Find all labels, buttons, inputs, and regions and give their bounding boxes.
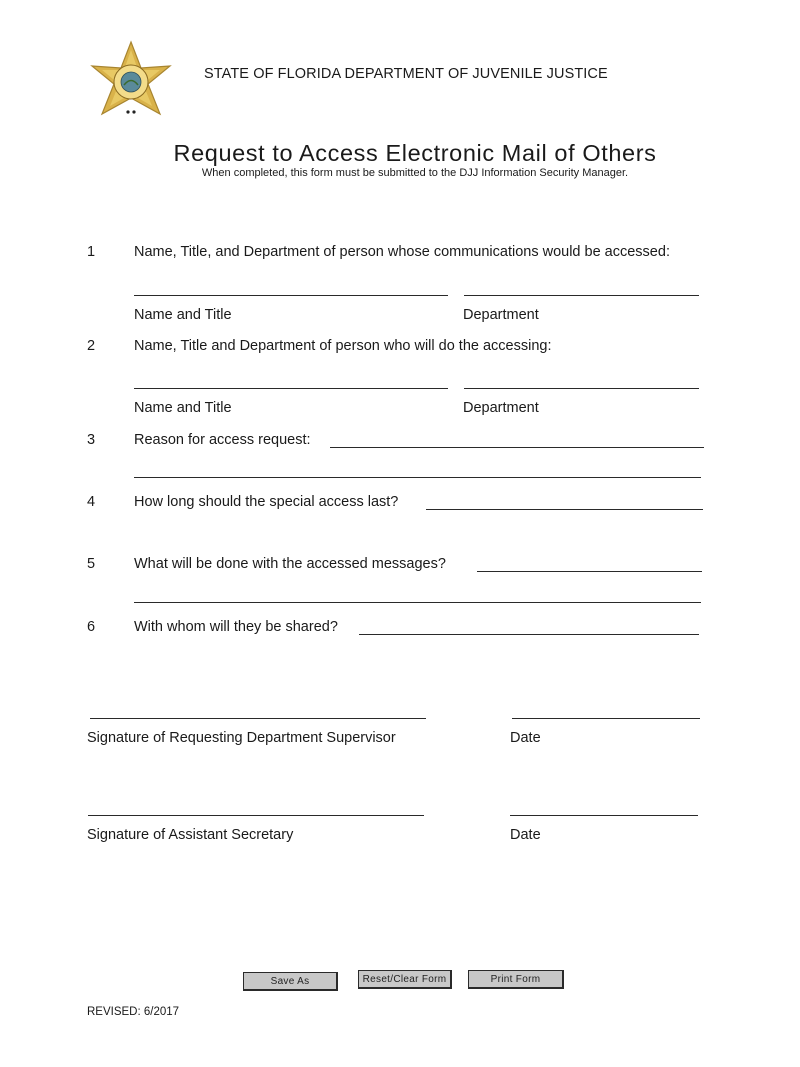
- save-as-button[interactable]: Save As: [243, 972, 338, 991]
- signature-label: Signature of Requesting Department Supervisor: [87, 730, 396, 746]
- underline: [134, 602, 701, 603]
- subject-department-input[interactable]: [464, 276, 699, 294]
- underline: [134, 477, 701, 478]
- message-usage-continued-input[interactable]: [134, 585, 701, 602]
- field-label: Name and Title: [134, 307, 232, 323]
- field-label: Name and Title: [134, 400, 232, 416]
- underline: [477, 571, 702, 572]
- question-number: 5: [87, 556, 96, 572]
- form-subtitle: When completed, this form must be submitted to the DJJ Information Security Manager.: [201, 167, 629, 179]
- underline: [134, 295, 448, 296]
- subject-name-title-input[interactable]: [134, 276, 448, 294]
- underline: [134, 388, 448, 389]
- revision-date: REVISED: 6/2017: [87, 1006, 180, 1018]
- underline: [330, 447, 704, 448]
- underline: [359, 634, 699, 635]
- agency-name: STATE OF FLORIDA DEPARTMENT OF JUVENILE JUSTICE: [204, 66, 608, 82]
- access-duration-input[interactable]: [426, 492, 703, 509]
- department-seal: [86, 40, 176, 128]
- question-text: Name, Title, and Department of person whose communications would be accessed:: [134, 244, 670, 260]
- underline: [464, 388, 699, 389]
- accessor-department-input[interactable]: [464, 370, 699, 388]
- signature-line: [88, 815, 424, 816]
- signature-label: Signature of Assistant Secretary: [87, 827, 294, 843]
- field-label: Department: [463, 400, 539, 416]
- sheriff-star-icon: [86, 40, 176, 128]
- supervisor-date-input[interactable]: [512, 700, 700, 718]
- underline: [426, 509, 703, 510]
- question-number: 3: [87, 432, 96, 448]
- question-number: 1: [87, 244, 96, 260]
- field-label: Department: [463, 307, 539, 323]
- question-number: 4: [87, 494, 96, 510]
- question-text: Reason for access request:: [134, 432, 311, 448]
- date-label: Date: [510, 827, 541, 843]
- date-label: Date: [510, 730, 541, 746]
- reason-input[interactable]: [330, 430, 704, 447]
- print-form-button[interactable]: Print Form: [468, 970, 564, 989]
- supervisor-signature-input[interactable]: [90, 700, 426, 718]
- date-line: [510, 815, 698, 816]
- assistant-secretary-date-input[interactable]: [510, 797, 698, 815]
- shared-with-input[interactable]: [359, 617, 699, 634]
- message-usage-input[interactable]: [477, 554, 702, 571]
- accessor-name-title-input[interactable]: [134, 370, 448, 388]
- reason-continued-input[interactable]: [134, 460, 701, 477]
- reset-clear-form-button[interactable]: Reset/Clear Form: [358, 970, 452, 989]
- signature-line: [90, 718, 426, 719]
- date-line: [512, 718, 700, 719]
- underline: [464, 295, 699, 296]
- question-text: How long should the special access last?: [134, 494, 399, 510]
- assistant-secretary-signature-input[interactable]: [88, 797, 424, 815]
- question-number: 2: [87, 338, 96, 354]
- question-text: What will be done with the accessed messages?: [134, 556, 446, 572]
- form-title: Request to Access Electronic Mail of Others: [173, 140, 657, 166]
- question-text: With whom will they be shared?: [134, 619, 338, 635]
- question-text: Name, Title and Department of person who will do the accessing:: [134, 338, 552, 354]
- question-number: 6: [87, 619, 96, 635]
